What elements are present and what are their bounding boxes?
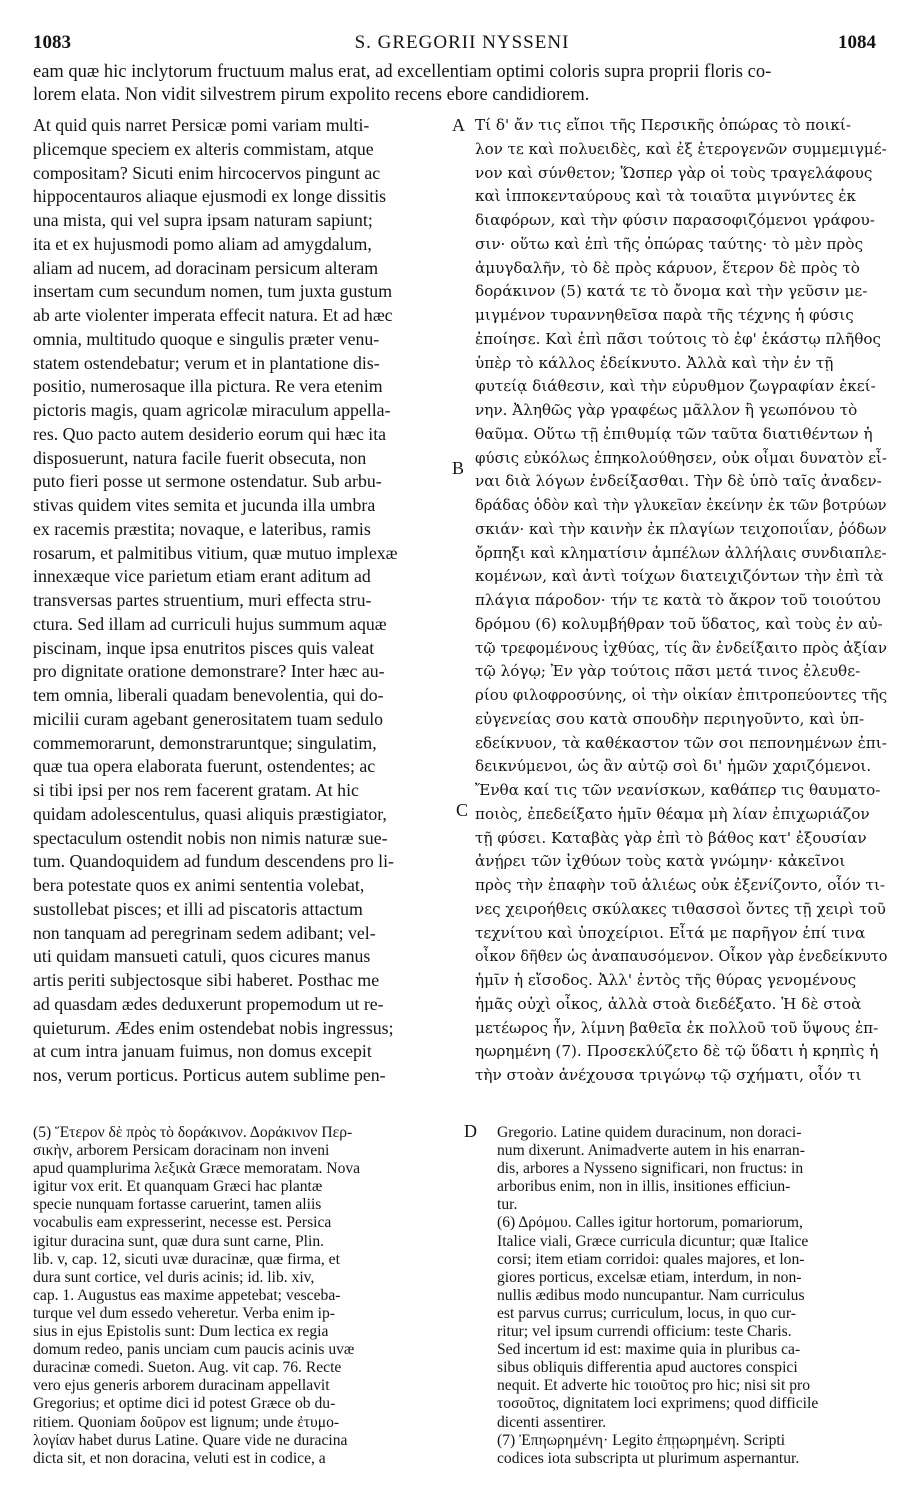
greek-text-line: ρίου φιλοφροσύνης, οἱ τὴν οἰκίαν ἐπιτροπεύοντες τῆς bbox=[475, 686, 888, 704]
page-number-left: 1083 bbox=[33, 32, 71, 53]
greek-text-line: λον τε καὶ πολυειδὲς, καὶ ἐξ ἑτερογενῶν συμμεμιγμέ- bbox=[475, 139, 887, 158]
latin-text-line: tem omnia, liberali quadam benevolentia, qui do- bbox=[33, 685, 384, 705]
greek-text-line: Τί δ' ἄν τις εἴποι τῆς Περσικῆς ὀπώρας τὸ ποικί- bbox=[475, 116, 851, 134]
latin-text-line: quidam adolescentulus, quasi aliquis præstigiator, bbox=[33, 803, 387, 824]
latin-text-line: pro dignitate oratione demonstrare? Inter hæc au- bbox=[33, 661, 385, 682]
greek-text-line: δρόμου (6) κολυμβήθραν τοῦ ὕδατος, καὶ τοὺς ἐν αὐ- bbox=[475, 614, 883, 633]
greek-text-line: πρὸς τὴν ἐπαφὴν τοῦ ἁλιέως οὐκ ἐξενίζοντο, οἷόν τι- bbox=[475, 876, 886, 894]
intro-paragraph bbox=[33, 61, 883, 107]
latin-text-line: res. Quo pacto autem desiderio eorum qui hæc ita bbox=[33, 423, 387, 444]
latin-text-line: spectaculum ostendit nobis non nimis naturæ sue- bbox=[33, 827, 388, 848]
greek-text-line: κομένων, καὶ ἀντὶ τοίχων διατειχιζόντων τὴν ἐπὶ τὰ bbox=[475, 567, 884, 586]
greek-text-line: ἡμᾶς οὐχὶ οἶκος, ἀλλὰ στοὰ διεδέξατο. Ἡ δὲ στοὰ bbox=[475, 994, 862, 1013]
footnote-line: codices iota subscripta ut plurimum aspernantur. bbox=[497, 1449, 800, 1467]
latin-text-line: disposuerunt, natura facile fuerit obsecuta, non bbox=[33, 447, 367, 468]
latin-text-line: statem ostendebatur; verum et in plantatione dis- bbox=[33, 352, 380, 373]
latin-text-line: plicemque speciem ex alteris commistam, atque bbox=[33, 138, 374, 159]
latin-text-line: at cum intra januam fuimus, non domus excepit bbox=[33, 1041, 372, 1062]
footnote-line: arboribus enim, non in illis, insitiones efficiun- bbox=[497, 1178, 791, 1196]
footnotes-left-column bbox=[33, 1124, 463, 1468]
greek-text-line: σκιάν· καὶ τὴν καινὴν ἐκ πλαγίων τειχοποιΐαν, ῥόδων bbox=[475, 519, 887, 538]
latin-text-line: uti quidam mansueti catuli, quos cicures manus bbox=[33, 946, 371, 967]
footnote-line: (5) Ἕτερον δὲ πρὸς τὸ δοράκινον. Δοράκινον Περ- bbox=[33, 1124, 353, 1141]
greek-text-line: ὑπὲρ τὸ κάλλος ἐδείκνυτο. Ἀλλὰ καὶ τὴν ἐν τῇ bbox=[475, 353, 834, 372]
footnote-line: duracinæ comedi. Sueton. Aug. vit cap. 76. Recte bbox=[33, 1359, 342, 1377]
greek-text-line: διαφόρων, καὶ τὴν φύσιν παρασοφιζόμενοι γράφου- bbox=[475, 211, 875, 229]
latin-text-line: ad quasdam ædes deduxerunt propemodum ut re- bbox=[33, 993, 384, 1014]
greek-text-line: σιν· οὕτω καὶ ἐπὶ τῆς ὀπώρας ταύτης· τὸ μὲν πρὸς bbox=[475, 234, 864, 253]
latin-text-line: innexæque vice parietum etiam erant aditum ad bbox=[33, 566, 371, 587]
latin-text-line: hippocentauros aliaque ejusmodi ex longe dissitis bbox=[33, 186, 387, 207]
greek-text-line: νον καὶ σύνθετον; Ὥσπερ γὰρ οἱ τοὺς τραγελάφους bbox=[475, 163, 873, 182]
footnote-separator bbox=[33, 1113, 888, 1114]
latin-text-line: ctura. Sed illam ad curriculi hujus summum aquæ bbox=[33, 613, 387, 634]
greek-text-line: ἡμῖν ἡ εἴσοδος. Ἀλλ' ἐντὸς τῆς θύρας γενομένους bbox=[475, 971, 857, 989]
latin-text-line: ab arte violenter imperata effecit natura. Et ad hæc bbox=[33, 305, 393, 325]
footnote-line: ritiem. Quoniam δοῦρον est lignum; unde ἐτυμο- bbox=[33, 1413, 340, 1431]
greek-text-line: δοράκινον (5) κατά τε τὸ ὄνομα καὶ τὴν γεῦσιν με- bbox=[475, 282, 868, 301]
footnote-line: igitur vox erit. Et quanquam Græci hac plantæ bbox=[33, 1178, 323, 1196]
greek-text-line: ὄρπηξι καὶ κληματίσιν ἀμπέλων ἀλλήλαις συνδιαπλε- bbox=[475, 543, 887, 562]
intro-line: lorem elata. Non vidit silvestrem pirum expolito recens ebore candidiorem. bbox=[33, 85, 590, 105]
greek-text-line: νην. Ἀληθῶς γὰρ γραφέως μᾶλλον ἢ γεωπόνου τὸ bbox=[475, 401, 858, 419]
greek-text-line: μετέωρος ἦν, λίμνη βαθεῖα ἐκ πολλοῦ τοῦ ὕψους ἐπ- bbox=[475, 1018, 879, 1037]
margin-marker-a: A bbox=[452, 115, 465, 135]
margin-marker-b: B bbox=[452, 458, 465, 478]
footnote-line: est parvus currus; curriculum, locus, in quo cur- bbox=[497, 1304, 796, 1322]
footnote-line: specie nunquam fortasse caruerint, tamen aliis bbox=[33, 1196, 322, 1214]
footnote-line: vocabulis eam expresserint, necesse est. Persica bbox=[33, 1214, 332, 1232]
footnote-line: tur. bbox=[497, 1196, 518, 1214]
footnote-line: vero ejus generis arborem duracinam appellavit bbox=[33, 1377, 330, 1395]
intro-line: eam quæ hic inclytorum fructuum malus erat, ad excellentiam optimi coloris supra proprii floris co- bbox=[33, 62, 772, 82]
greek-column bbox=[475, 114, 887, 1088]
footnote-line: sius in ejus Epistolis sunt: Dum lectica ex regia bbox=[33, 1323, 329, 1341]
footnote-line: igitur duracina sunt, quæ dura sunt carne, Plin. bbox=[33, 1232, 325, 1250]
latin-text-line: At quid quis narret Persicæ pomi variam multi- bbox=[33, 115, 370, 135]
latin-text-line: si tibi ipsi per nos rem facerent gratam. At hic bbox=[33, 780, 359, 800]
greek-text-line: φυτείᾳ διάθεσιν, καὶ τὴν εὐρυθμον ζωγραφίαν ἐκεί- bbox=[475, 377, 876, 396]
latin-text-line: quæ tua opera elaborata fuerunt, ostendentes; ac bbox=[33, 756, 376, 777]
footnote-line: nullis ædibus modo nuncupantur. Nam curriculus bbox=[497, 1286, 805, 1304]
footnote-line: (7) Ἐπηωρημένη· Legito ἐπῃωρημένη. Scripti bbox=[497, 1431, 786, 1449]
footnote-line: dicenti assentirer. bbox=[497, 1413, 607, 1431]
latin-text-line: positio, numerosaque illa pictura. Re vera etenim bbox=[33, 376, 383, 397]
footnote-line: λογίαν habet durus Latine. Quare vide ne duracina bbox=[33, 1431, 348, 1449]
latin-text-line: sustollebat pisces; et illi ad piscatoris attactum bbox=[33, 898, 363, 919]
latin-text-line: aliam ad nucem, ad doracinam persicum alteram bbox=[33, 257, 379, 278]
running-title: S. GREGORII NYSSENI bbox=[354, 32, 570, 53]
greek-text-line: ποιὸς, ἐπεδείξατο ἡμῖν θέαμα μὴ λίαν ἐπιχωριάζον bbox=[475, 804, 870, 823]
greek-text-line: ηωρημένη (7). Προσεκλύζετο δὲ τῷ ὕδατι ἡ κρηπὶς ἡ bbox=[475, 1042, 879, 1061]
greek-text-line: ναι διὰ λόγων ἐνδείξασθαι. Τὴν δὲ ὑπὸ ταῖς ἀναδεν- bbox=[475, 472, 882, 491]
footnote-line: nequit. Et adverte hic τοιοῦτος pro hic; nisi sit pro bbox=[497, 1377, 810, 1395]
greek-text-line: ἀμυγδαλῆν, τὸ δὲ πρὸς κάρυον, ἕτερον δὲ πρὸς τὸ bbox=[475, 258, 860, 277]
footnote-line: dura sunt cortice, vel duris acinis; id. lib. xiv, bbox=[33, 1268, 315, 1286]
greek-text-line: τεχνίτου καὶ ὑποχείριοι. Εἶτά με παρῆγον ἐπί τινα bbox=[475, 923, 866, 942]
footnote-line: dis, arbores a Nysseno significari, non fructus: in bbox=[497, 1160, 804, 1178]
latin-text-line: tum. Quandoquidem ad fundum descendens pro li- bbox=[33, 851, 394, 872]
footnote-line: apud quamplurima λεξικὰ Græce memoratam. Nova bbox=[33, 1160, 361, 1178]
greek-text-line: εὐγενείας σου κατὰ σπουδὴν περιηγοῦντο, καὶ ὑπ- bbox=[475, 709, 865, 728]
footnote-line: giores porticus, excelsæ etiam, interdum, in non- bbox=[497, 1268, 802, 1286]
footnote-line: Sed incertum id est: maxime quia in pluribus ca- bbox=[497, 1341, 801, 1359]
greek-text-line: δεικνύμενοι, ὡς ἂν αὐτῷ σοὶ δι' ἡμῶν χαριζόμενοι. bbox=[475, 757, 872, 776]
greek-text-line: τῷ τρεφομένους ἰχθύας, τίς ἂν ἐνδείξαιτο πρὸς ἀξίαν bbox=[475, 638, 887, 657]
latin-text-line: insertam cum secundum nomen, tum juxta gustum bbox=[33, 281, 393, 302]
latin-text-line: omnia, multitudo quoque e singulis præter venu- bbox=[33, 328, 380, 349]
footnote-line: lib. v, cap. 12, sicuti uvæ duracinæ, quæ firma, et bbox=[33, 1250, 340, 1268]
footnote-line: Italice viali, Græce curricula dicuntur; quæ Italice bbox=[497, 1232, 809, 1250]
footnote-line: τοσοῦτος, dignitatem loci exprimens; quod difficile bbox=[497, 1395, 819, 1413]
latin-text-line: quieturum. Ædes enim ostendebat nobis ingressus; bbox=[33, 1017, 394, 1038]
margin-marker-d: D bbox=[464, 1121, 477, 1141]
latin-text-line: transversas partes struentium, muri effecta stru- bbox=[33, 590, 372, 610]
latin-text-line: ex racemis præstita; novaque, e lateribus, ramis bbox=[33, 518, 371, 539]
greek-text-line: δράδας ὁδὸν καὶ τὴν γλυκεῖαν ἐκείνην ἐκ τῶν βοτρύων bbox=[475, 496, 887, 514]
footnote-line: ritur; vel ipsum currendi officium: teste Charis. bbox=[497, 1323, 792, 1341]
footnote-line: sibus obliquis differentia apud auctores conspici bbox=[497, 1359, 798, 1377]
latin-text-line: piscinam, inque ipsa enutritos pisces quis valeat bbox=[33, 637, 375, 658]
greek-text-line: καὶ ἱπποκενταύρους καὶ τὰ τοιαῦτα μιγνύντες ἐκ bbox=[475, 187, 857, 206]
latin-text-line: una mista, qui vel supra ipsam naturam sapiunt; bbox=[33, 210, 373, 230]
latin-column bbox=[33, 114, 453, 1088]
latin-text-line: compositam? Sicuti enim hircocervos pingunt ac bbox=[33, 162, 381, 183]
footnote-line: corsi; item etiam corridoi: quales majores, et lon- bbox=[497, 1250, 805, 1268]
greek-text-line: οἶκον δῆθεν ὡς ἀναπαυσόμενον. Οἶκον γὰρ ἐνεδείκνυτο bbox=[475, 947, 888, 966]
footnote-line: (6) Δρόμου. Calles igitur hortorum, pomariorum, bbox=[497, 1214, 803, 1232]
footnote-line: num dixerunt. Animadverte autem in his enarran- bbox=[497, 1142, 805, 1160]
greek-text-line: μιγμένον τυραννηθεῖσα παρὰ τῆς τέχνης ἡ φύσις bbox=[475, 306, 854, 324]
latin-text-line: puto fieri posse ut sermone ostendatur. Sub arbu- bbox=[33, 471, 382, 492]
greek-text-line: εδείκνυον, τὰ καθέκαστον τῶν σοι πεπονημένων ἐπι- bbox=[475, 733, 887, 752]
greek-text-line: φύσις εὐκόλως ἐπηκολούθησεν, οὐκ οἶμαι δυνατὸν εἶ- bbox=[475, 448, 887, 467]
latin-text-line: artis periti subjectosque sibi haberet. Posthac me bbox=[33, 970, 380, 990]
running-header bbox=[0, 32, 924, 56]
latin-text-line: micilii curam agebant generositatem tuam sedulo bbox=[33, 708, 384, 729]
latin-text-line: nos, verum porticus. Porticus autem sublime pen- bbox=[33, 1065, 386, 1085]
footnote-line: domum redeo, panis unciam cum paucis acinis uvæ bbox=[33, 1341, 355, 1359]
latin-text-line: ita et ex hujusmodi pomo aliam ad amygdalum, bbox=[33, 233, 372, 254]
greek-text-line: τὴν στοὰν ἀνέχουσα τριγώνῳ τῷ σχήματι, οἷόν τι bbox=[475, 1066, 862, 1084]
greek-text-line: θαῦμα. Οὕτω τῇ ἐπιθυμίᾳ τῶν ταῦτα διατιθέντων ἡ bbox=[475, 424, 873, 443]
footnote-line: turque vel dum essedo veheretur. Verba enim ip- bbox=[33, 1304, 335, 1322]
greek-text-line: τῷ λόγῳ; Ἐν γὰρ τούτοις πᾶσι μετά τινος ἐλευθε- bbox=[475, 662, 861, 681]
latin-text-line: commemorarunt, demonstraruntque; singulatim, bbox=[33, 732, 377, 753]
footnotes-right-column bbox=[497, 1124, 892, 1468]
latin-text-line: non tanquam ad peregrinam sedem adibant; vel- bbox=[33, 922, 376, 943]
greek-text-line: νες χειροήθεις σκύλακες τιθασσοὶ ὄντες τῇ χειρὶ τοῦ bbox=[475, 899, 886, 918]
latin-text-line: stivas quidem vites semita et jucunda illa umbra bbox=[33, 495, 376, 515]
greek-text-line: τῇ φύσει. Καταβὰς γὰρ ἐπὶ τὸ βάθος κατ' ἐξουσίαν bbox=[475, 828, 867, 847]
latin-text-line: rosarum, et palmitibus vitium, quæ mutuo implexæ bbox=[33, 542, 398, 563]
greek-text-line: πλάγια πάροδον· τήν τε κατὰ τὸ ἄκρον τοῦ τοιούτου bbox=[475, 591, 881, 609]
greek-text-line: Ἔνθα καί τις τῶν νεανίσκων, καθάπερ τις θαυματο- bbox=[475, 781, 881, 799]
footnote-line: Gregorius; et optime dici id potest Græce ob du- bbox=[33, 1395, 336, 1413]
greek-text-line: ἀνῄρει τῶν ἰχθύων τοὺς κατὰ γνώμην· κἀκεῖνοι bbox=[475, 852, 846, 871]
latin-text-line: pictoris magis, quam agricolæ miraculum appella- bbox=[33, 400, 391, 420]
greek-text-line: ἐποίησε. Καὶ ἐπὶ πᾶσι τούτοις τὸ ἐφ' ἑκάστῳ πλῆθος bbox=[475, 329, 882, 348]
footnote-line: σικὴν, arborem Persicam doracinam non inveni bbox=[33, 1142, 330, 1160]
latin-text-line: bera potestate quos ex animi sententia volebat, bbox=[33, 875, 365, 895]
margin-marker-c: C bbox=[456, 800, 469, 820]
footnote-line: dicta sit, et non doracina, veluti est in codice, a bbox=[33, 1449, 326, 1467]
footnote-line: Gregorio. Latine quidem duracinum, non doraci- bbox=[497, 1124, 802, 1141]
footnote-line: cap. 1. Augustus eas maxime appetebat; vesceba- bbox=[33, 1286, 341, 1304]
page-number-right: 1084 bbox=[838, 32, 876, 53]
